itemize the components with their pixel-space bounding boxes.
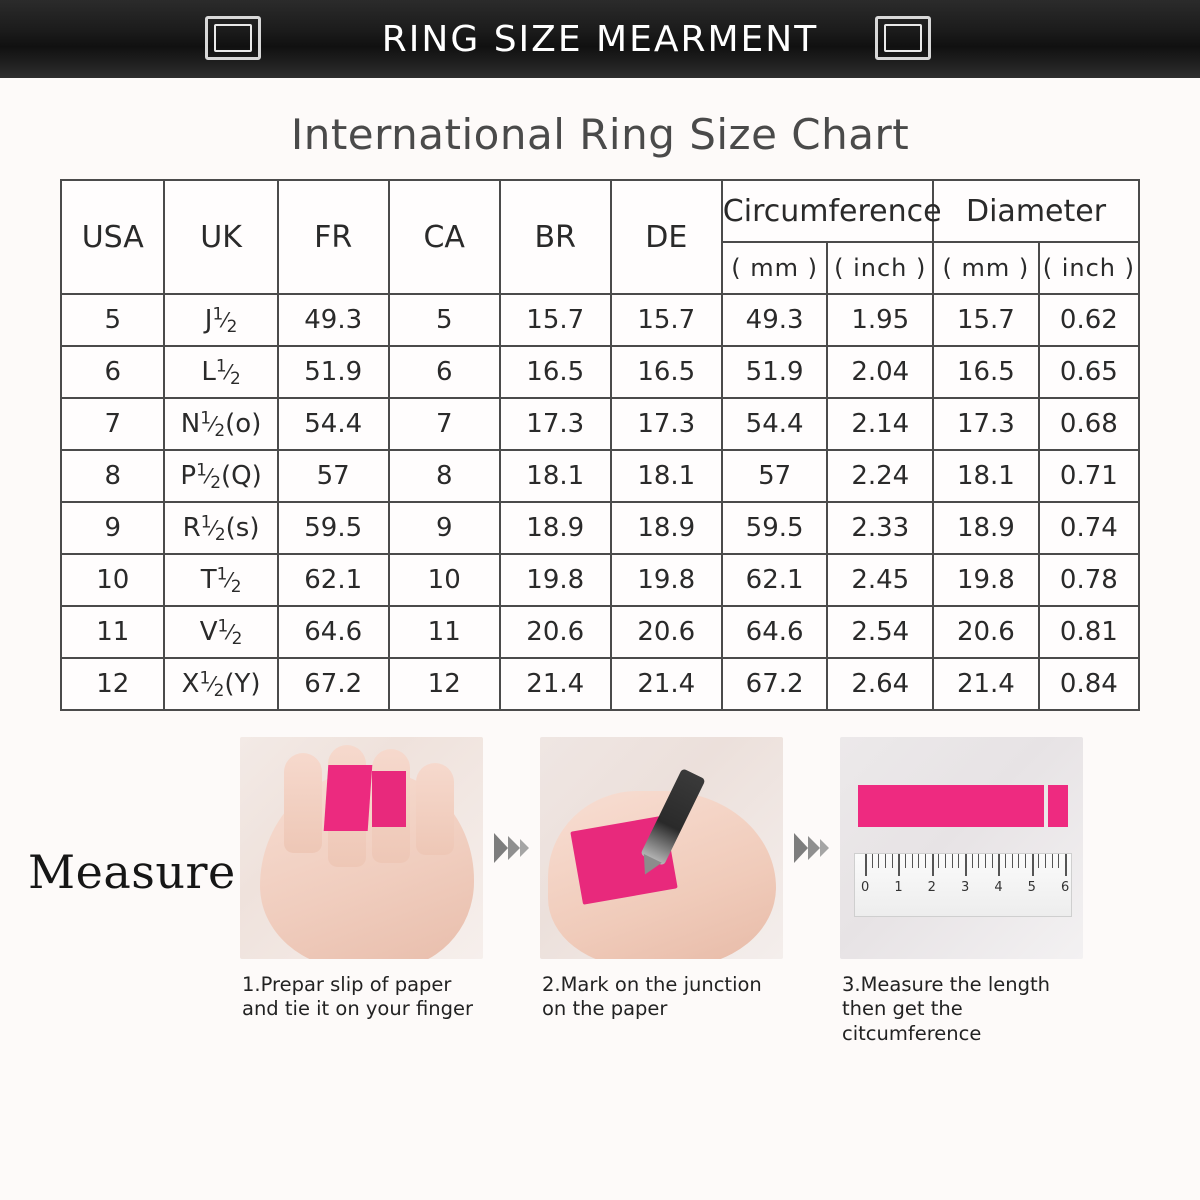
ruler-number: 3 [961, 880, 970, 895]
uk-letter: P [180, 460, 197, 491]
cell-dia-mm: 19.8 [933, 554, 1039, 606]
cell-uk [164, 502, 277, 554]
hand-marking-with-pen-photo [540, 737, 783, 959]
cell-usa: 9 [61, 502, 164, 554]
uk-fraction: $^1⁄_2$ [200, 407, 226, 441]
banner-title: RING SIZE MEARMENT [381, 18, 819, 60]
column-header-usa: USA [61, 180, 164, 294]
cell-dia-mm: 16.5 [933, 346, 1039, 398]
cell-dia-mm: 18.1 [933, 450, 1039, 502]
column-header-uk: UK [164, 180, 277, 294]
cell-br: 21.4 [500, 658, 611, 710]
ruler-measuring-strip-photo [840, 737, 1083, 959]
measure-section [0, 737, 1200, 1045]
cell-usa: 6 [61, 346, 164, 398]
cell-de: 18.1 [611, 450, 722, 502]
cell-dia-inch: 0.84 [1039, 658, 1139, 710]
cell-usa: 12 [61, 658, 164, 710]
cell-dia-inch: 0.71 [1039, 450, 1139, 502]
cell-br: 20.6 [500, 606, 611, 658]
cell-usa: 5 [61, 294, 164, 346]
uk-fraction: $^1⁄_2$ [216, 563, 242, 597]
cell-fr: 59.5 [278, 502, 389, 554]
ruler-graphic [854, 853, 1072, 917]
table-body [61, 294, 1139, 710]
cell-dia-inch: 0.81 [1039, 606, 1139, 658]
cell-br: 18.1 [500, 450, 611, 502]
cell-br: 15.7 [500, 294, 611, 346]
cell-de: 17.3 [611, 398, 722, 450]
cell-dia-mm: 20.6 [933, 606, 1039, 658]
cell-circ-inch: 2.33 [827, 502, 933, 554]
ruler-number: 1 [894, 880, 903, 895]
cell-dia-mm: 17.3 [933, 398, 1039, 450]
table-row [61, 502, 1139, 554]
table-row [61, 606, 1139, 658]
cell-circ-inch: 2.64 [827, 658, 933, 710]
cell-dia-inch: 0.65 [1039, 346, 1139, 398]
uk-fraction: $^1⁄_2$ [199, 667, 225, 701]
cell-usa: 10 [61, 554, 164, 606]
column-header-br: BR [500, 180, 611, 294]
cell-fr: 57 [278, 450, 389, 502]
uk-letter: J [204, 304, 213, 335]
ruler-number: 6 [1061, 880, 1070, 895]
cell-circ-mm: 62.1 [722, 554, 828, 606]
ruler-number: 4 [994, 880, 1003, 895]
cell-usa: 7 [61, 398, 164, 450]
cell-uk [164, 554, 277, 606]
cell-de: 16.5 [611, 346, 722, 398]
ring-size-table [60, 179, 1140, 711]
table-row [61, 658, 1139, 710]
cell-circ-inch: 1.95 [827, 294, 933, 346]
page-content [0, 78, 1200, 1200]
cell-uk [164, 346, 277, 398]
cell-circ-mm: 54.4 [722, 398, 828, 450]
cell-ca: 9 [389, 502, 500, 554]
cell-ca: 10 [389, 554, 500, 606]
cell-usa: 11 [61, 606, 164, 658]
column-header-ca: CA [389, 180, 500, 294]
cell-ca: 8 [389, 450, 500, 502]
cell-usa: 8 [61, 450, 164, 502]
column-header-de: DE [611, 180, 722, 294]
ruler-number: 0 [861, 880, 870, 895]
cell-ca: 5 [389, 294, 500, 346]
uk-suffix: (o) [225, 408, 262, 439]
cell-de: 20.6 [611, 606, 722, 658]
table-row [61, 294, 1139, 346]
table-row [61, 398, 1139, 450]
table-header-row [61, 180, 1139, 242]
frame-icon-right [875, 16, 931, 60]
unit-circumference-inch: ( inch ) [827, 242, 933, 294]
cell-dia-inch: 0.62 [1039, 294, 1139, 346]
cell-br: 16.5 [500, 346, 611, 398]
measure-heading: Measure [28, 845, 236, 899]
cell-circ-mm: 67.2 [722, 658, 828, 710]
cell-de: 15.7 [611, 294, 722, 346]
frame-icon-left [205, 16, 261, 60]
cell-fr: 49.3 [278, 294, 389, 346]
cell-de: 21.4 [611, 658, 722, 710]
cell-circ-inch: 2.54 [827, 606, 933, 658]
uk-suffix: (Y) [224, 668, 261, 699]
uk-fraction: $^1⁄_2$ [215, 355, 241, 389]
cell-dia-mm: 15.7 [933, 294, 1039, 346]
cell-fr: 51.9 [278, 346, 389, 398]
measure-step-3 [840, 737, 1083, 1046]
column-header-fr: FR [278, 180, 389, 294]
title-bar [0, 0, 1200, 78]
triangle-right-icon-2 [783, 737, 840, 959]
table-row [61, 450, 1139, 502]
uk-fraction: $^1⁄_2$ [217, 615, 243, 649]
uk-fraction: $^1⁄_2$ [200, 511, 226, 545]
cell-dia-mm: 21.4 [933, 658, 1039, 710]
table-row [61, 346, 1139, 398]
measure-step-2 [540, 737, 783, 1022]
column-header-diameter: Diameter [933, 180, 1139, 242]
cell-uk [164, 450, 277, 502]
cell-circ-mm: 57 [722, 450, 828, 502]
step-3-caption: 3.Measure the length then get the citcumference [842, 973, 1051, 1045]
unit-diameter-inch: ( inch ) [1039, 242, 1139, 294]
cell-ca: 7 [389, 398, 500, 450]
cell-fr: 64.6 [278, 606, 389, 658]
cell-de: 19.8 [611, 554, 722, 606]
cell-circ-mm: 49.3 [722, 294, 828, 346]
cell-uk [164, 658, 277, 710]
cell-uk [164, 294, 277, 346]
measure-step-1 [240, 737, 483, 1022]
cell-br: 17.3 [500, 398, 611, 450]
uk-suffix: (s) [225, 512, 260, 543]
cell-fr: 54.4 [278, 398, 389, 450]
cell-circ-mm: 59.5 [722, 502, 828, 554]
uk-fraction: $^1⁄_2$ [212, 303, 238, 337]
cell-circ-inch: 2.14 [827, 398, 933, 450]
cell-dia-mm: 18.9 [933, 502, 1039, 554]
table-row [61, 554, 1139, 606]
cell-dia-inch: 0.74 [1039, 502, 1139, 554]
measure-steps [240, 737, 1170, 1046]
cell-circ-inch: 2.45 [827, 554, 933, 606]
step-1-caption: 1.Prepar slip of paper and tie it on your finger [242, 973, 473, 1021]
page-title: International Ring Size Chart [290, 110, 910, 159]
size-chart-container [60, 179, 1140, 711]
cell-ca: 6 [389, 346, 500, 398]
cell-circ-mm: 64.6 [722, 606, 828, 658]
uk-letter: X [181, 668, 200, 699]
cell-uk [164, 606, 277, 658]
ruler-number: 2 [927, 880, 936, 895]
uk-letter: N [180, 408, 201, 439]
uk-letter: R [182, 512, 201, 543]
unit-diameter-mm: ( mm ) [933, 242, 1039, 294]
cell-fr: 62.1 [278, 554, 389, 606]
ruler-number: 5 [1027, 880, 1036, 895]
cell-ca: 11 [389, 606, 500, 658]
cell-dia-inch: 0.78 [1039, 554, 1139, 606]
uk-suffix: (Q) [220, 460, 262, 491]
cell-br: 19.8 [500, 554, 611, 606]
uk-letter: T [200, 564, 217, 595]
cell-ca: 12 [389, 658, 500, 710]
column-header-circumference: Circumference [722, 180, 933, 242]
step-2-caption: 2.Mark on the junction on the paper [542, 973, 762, 1021]
cell-fr: 67.2 [278, 658, 389, 710]
cell-circ-inch: 2.04 [827, 346, 933, 398]
unit-circumference-mm: ( mm ) [722, 242, 828, 294]
cell-uk [164, 398, 277, 450]
hand-with-paper-strip-photo [240, 737, 483, 959]
cell-de: 18.9 [611, 502, 722, 554]
cell-dia-inch: 0.68 [1039, 398, 1139, 450]
uk-fraction: $^1⁄_2$ [196, 459, 221, 493]
uk-letter: L [201, 356, 216, 387]
triangle-right-icon-1 [483, 737, 540, 959]
cell-circ-inch: 2.24 [827, 450, 933, 502]
cell-circ-mm: 51.9 [722, 346, 828, 398]
cell-br: 18.9 [500, 502, 611, 554]
uk-letter: V [199, 616, 218, 647]
